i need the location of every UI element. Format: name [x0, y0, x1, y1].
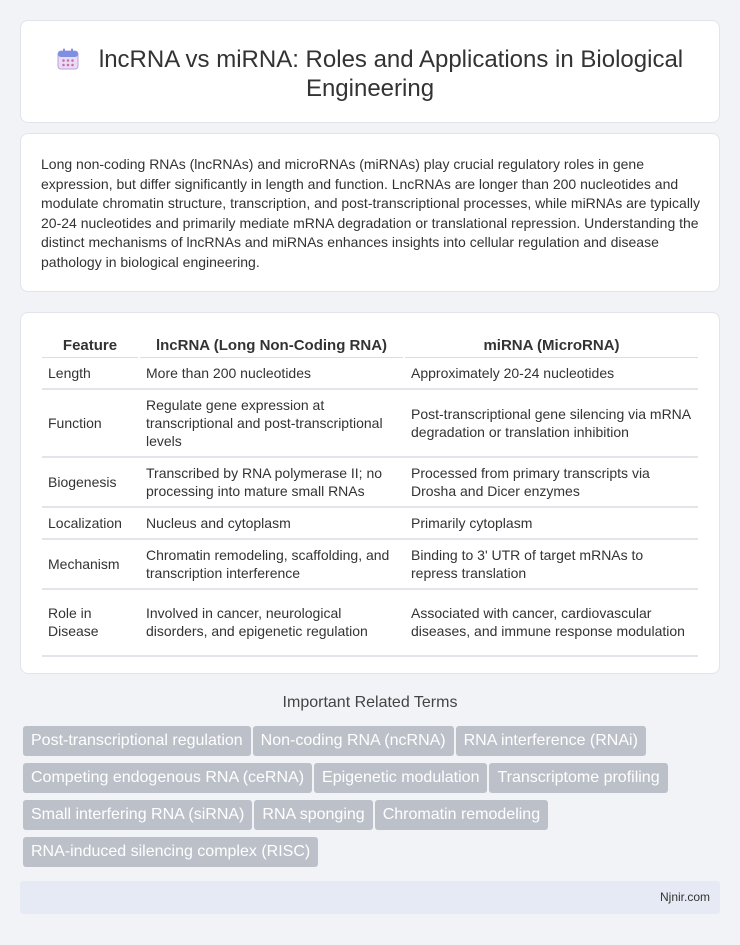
page-title-wrap: [21, 45, 719, 103]
comparison-table-card: [20, 312, 720, 674]
feature-cell: Length: [42, 357, 139, 389]
intro-card: [20, 133, 720, 292]
feature-cell: Function: [42, 389, 139, 457]
mirna-cell: Approximately 20-24 nucleotides: [404, 357, 698, 389]
lncrna-cell: Nucleus and cytoplasm: [139, 507, 404, 539]
mirna-cell: Processed from primary transcripts via Drosha and Dicer enzymes: [404, 457, 698, 507]
related-term-tag[interactable]: Chromatin remodeling: [375, 800, 548, 830]
lncrna-cell: More than 200 nucleotides: [139, 357, 404, 389]
lncrna-cell: Chromatin remodeling, scaffolding, and transcription interference: [139, 539, 404, 589]
table-row: [42, 507, 698, 539]
related-term-tag[interactable]: RNA interference (RNAi): [456, 726, 646, 756]
lncrna-cell: Transcribed by RNA polymerase II; no processing into mature small RNAs: [139, 457, 404, 507]
related-term-tag[interactable]: Non-coding RNA (ncRNA): [253, 726, 454, 756]
title-card: [20, 20, 720, 123]
feature-cell: Role in Disease: [42, 589, 139, 656]
page-title: lncRNA vs miRNA: Roles and Applications in Biological Engineering: [98, 46, 684, 102]
column-header-feature: Feature: [42, 333, 139, 357]
related-term-tag[interactable]: Post-transcriptional regulation: [23, 726, 251, 756]
table-row: [42, 539, 698, 589]
table-row: [42, 457, 698, 507]
table-row: [42, 389, 698, 457]
feature-cell: Localization: [42, 507, 139, 539]
mirna-cell: Post-transcriptional gene silencing via mRNA degradation or translation inhibition: [404, 389, 698, 457]
table-row: [42, 357, 698, 389]
footer: [20, 881, 720, 914]
column-header-mirna: miRNA (MicroRNA): [404, 333, 698, 357]
feature-cell: Mechanism: [42, 539, 139, 589]
related-term-tag[interactable]: RNA sponging: [254, 800, 372, 830]
related-term-tag[interactable]: Epigenetic modulation: [314, 763, 487, 793]
intro-paragraph: Long non-coding RNAs (lncRNAs) and microRNAs (miRNAs) play crucial regulatory roles in gene expression, but differ significantly in length and function. LncRNAs are longer than 200 nucleotides and modulate chromatin structure, transcription, and post-transcriptional processes, while miRNAs are typically 20-24 nucleotides and primarily mediate mRNA degradation or translational repression. Understanding the distinct mechanisms of lncRNAs and miRNAs enhances insights into cellular regulation and disease pathology in biological engineering.: [41, 156, 701, 270]
feature-cell: Biogenesis: [42, 457, 139, 507]
mirna-cell: Binding to 3' UTR of target mRNAs to repress translation: [404, 539, 698, 589]
table-header-row: [42, 333, 698, 357]
mirna-cell: Associated with cancer, cardiovascular diseases, and immune response modulation: [404, 589, 698, 656]
calendar-icon: [57, 48, 79, 70]
related-term-tag[interactable]: RNA-induced silencing complex (RISC): [23, 837, 318, 867]
related-term-tag[interactable]: Transcriptome profiling: [489, 763, 667, 793]
column-header-lncrna: lncRNA (Long Non-Coding RNA): [139, 333, 404, 357]
table-row: [42, 589, 698, 656]
related-terms-heading: Important Related Terms: [282, 694, 458, 711]
lncrna-cell: Involved in cancer, neurological disorders, and epigenetic regulation: [139, 589, 404, 656]
related-terms-list: [23, 726, 713, 874]
comparison-table: [42, 333, 698, 657]
related-term-tag[interactable]: Small interfering RNA (siRNA): [23, 800, 252, 830]
related-term-tag[interactable]: Competing endogenous RNA (ceRNA): [23, 763, 312, 793]
lncrna-cell: Regulate gene expression at transcriptional and post-transcriptional levels: [139, 389, 404, 457]
mirna-cell: Primarily cytoplasm: [404, 507, 698, 539]
footer-site-name[interactable]: Njnir.com: [659, 890, 710, 904]
